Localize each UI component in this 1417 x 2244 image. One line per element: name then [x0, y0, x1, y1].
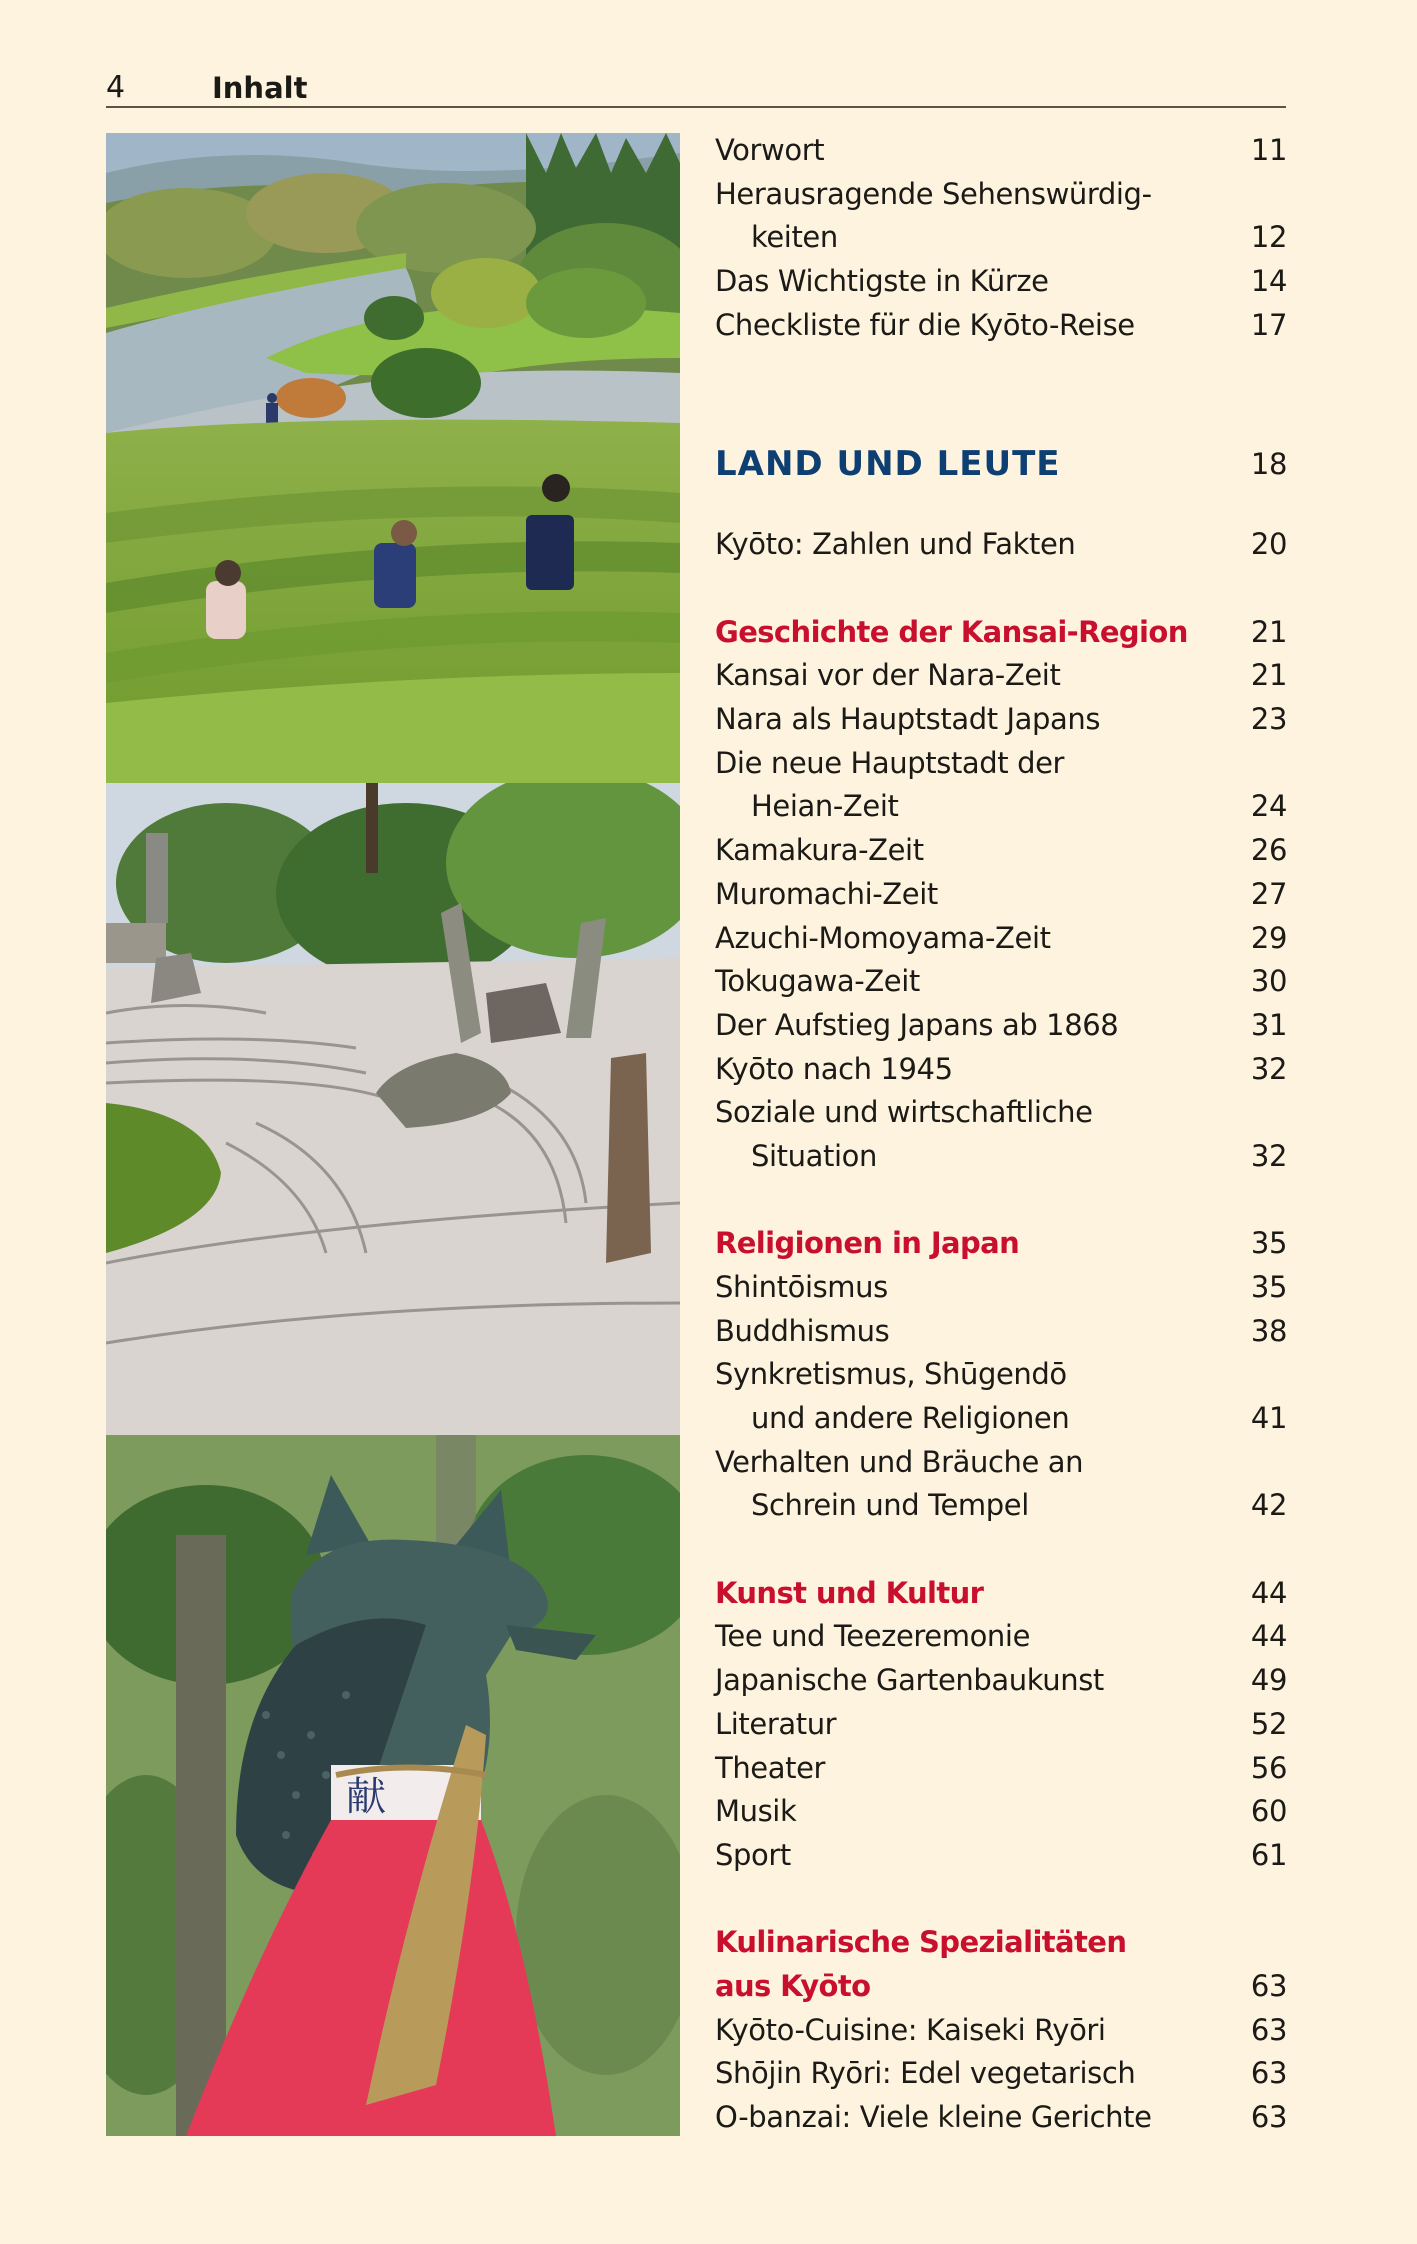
toc-entry-label: Soziale und wirtschaftliche — [715, 1095, 1093, 1129]
toc-entry-label: Herausragende Sehenswürdig- — [715, 177, 1152, 211]
toc-entry[interactable] — [715, 1003, 1287, 1047]
toc-entry-label: Verhalten und Bräuche an — [715, 1445, 1084, 1479]
toc-part-label: LAND UND LEUTE — [715, 444, 1061, 484]
toc-section-geschichte[interactable] — [715, 610, 1287, 654]
toc-entry-label: Heian-Zeit — [751, 789, 899, 823]
toc-entry-label: Der Aufstieg Japans ab 1868 — [715, 1008, 1119, 1042]
toc-entry[interactable] — [715, 1614, 1287, 1658]
toc-entry-page: 17 — [1250, 308, 1287, 342]
toc-entry-page: 21 — [1250, 658, 1287, 692]
toc-entry-label: Theater — [715, 1751, 826, 1785]
toc-section-label: Religionen in Japan — [715, 1226, 1020, 1260]
toc-entry[interactable] — [715, 1658, 1287, 1702]
toc-entry-sehenswuerdigkeiten-cont[interactable] — [715, 215, 1287, 259]
toc-entry[interactable] — [715, 1746, 1287, 1790]
toc-entry-page: 21 — [1250, 615, 1287, 649]
toc-entry-zahlen-fakten[interactable] — [715, 522, 1287, 566]
toc-entry-page: 35 — [1250, 1226, 1287, 1260]
toc-entry-page: 52 — [1250, 1707, 1287, 1741]
toc-entry-page: 32 — [1250, 1052, 1287, 1086]
toc-entry-page: 44 — [1250, 1619, 1287, 1653]
toc-entry-page: 31 — [1250, 1008, 1287, 1042]
toc-section-label: aus Kyōto — [715, 1969, 871, 2003]
toc-entry-label: Checkliste für die Kyōto-Reise — [715, 308, 1135, 342]
toc-entry-label: Musik — [715, 1794, 797, 1828]
toc-entry-label: Kyōto-Cuisine: Kaiseki Ryōri — [715, 2013, 1106, 2047]
toc-entry-label: Kyōto: Zahlen und Fakten — [715, 527, 1076, 561]
toc-entry-page: 30 — [1250, 964, 1287, 998]
toc-entry-page: 11 — [1250, 133, 1287, 167]
toc-section-label: Kunst und Kultur — [715, 1576, 984, 1610]
toc-entry[interactable] — [715, 1134, 1287, 1178]
header-divider — [106, 106, 1286, 108]
toc-entry-label: Tokugawa-Zeit — [715, 964, 920, 998]
toc-entry[interactable] — [715, 2095, 1287, 2139]
toc-entry[interactable] — [715, 1090, 1287, 1134]
toc-entry-page: 20 — [1250, 527, 1287, 561]
toc-entry-label: Japanische Gartenbaukunst — [715, 1663, 1104, 1697]
toc-section-label: Geschichte der Kansai-Region — [715, 615, 1188, 649]
toc-entry-label: Kyōto nach 1945 — [715, 1052, 953, 1086]
toc-entry[interactable] — [715, 1265, 1287, 1309]
toc-entry-page: 27 — [1250, 877, 1287, 911]
toc-entry-page: 29 — [1250, 921, 1287, 955]
toc-entry-label: und andere Religionen — [751, 1401, 1070, 1435]
toc-entry-label: Shintōismus — [715, 1270, 888, 1304]
toc-entry[interactable] — [715, 916, 1287, 960]
toc-entry[interactable] — [715, 1483, 1287, 1527]
toc-entry-page: 63 — [1250, 2013, 1287, 2047]
toc-entry[interactable] — [715, 653, 1287, 697]
toc-entry[interactable] — [715, 1789, 1287, 1833]
toc-entry-label: Azuchi-Momoyama-Zeit — [715, 921, 1051, 955]
toc-section-kulinarisch-cont[interactable] — [715, 1964, 1287, 2008]
toc-entry-label: keiten — [751, 220, 838, 254]
toc-entry[interactable] — [715, 2008, 1287, 2052]
toc-entry-page: 32 — [1250, 1139, 1287, 1173]
toc-entry-page: 49 — [1250, 1663, 1287, 1697]
toc-entry[interactable] — [715, 2051, 1287, 2095]
toc-entry-label: Kamakura-Zeit — [715, 833, 924, 867]
toc-entry-label: Literatur — [715, 1707, 837, 1741]
toc-entry[interactable] — [715, 1396, 1287, 1440]
toc-entry-page: 63 — [1250, 2056, 1287, 2090]
toc-section-religionen[interactable] — [715, 1221, 1287, 1265]
toc-entry-label: Synkretismus, Shūgendō — [715, 1357, 1067, 1391]
toc-entry[interactable] — [715, 1702, 1287, 1746]
toc-entry[interactable] — [715, 1833, 1287, 1877]
page-number: 4 — [106, 70, 126, 105]
toc-entry-page: 18 — [1250, 447, 1287, 481]
toc-entry-wichtigste[interactable] — [715, 259, 1287, 303]
toc-entry[interactable] — [715, 741, 1287, 785]
toc-entry-label: Sport — [715, 1838, 791, 1872]
toc-entry-page: 41 — [1250, 1401, 1287, 1435]
toc-section-label: Kulinarische Spezialitäten — [715, 1925, 1127, 1959]
toc-entry[interactable] — [715, 1352, 1287, 1396]
toc-entry-label: Situation — [751, 1139, 877, 1173]
toc-entry-page: 44 — [1250, 1576, 1287, 1610]
toc-entry[interactable] — [715, 828, 1287, 872]
toc-entry-label: Buddhismus — [715, 1314, 890, 1348]
toc-entry-page: 42 — [1250, 1488, 1287, 1522]
toc-section-kulinarisch[interactable] — [715, 1920, 1287, 1964]
page-title: Inhalt — [212, 71, 308, 105]
toc-part-land-und-leute[interactable] — [715, 436, 1287, 492]
toc-entry[interactable] — [715, 784, 1287, 828]
toc-entry-page: 61 — [1250, 1838, 1287, 1872]
toc-entry-page: 26 — [1250, 833, 1287, 867]
photo-stroll-garden — [106, 133, 680, 783]
toc-entry-label: Das Wichtigste in Kürze — [715, 264, 1049, 298]
toc-entry[interactable] — [715, 697, 1287, 741]
toc-entry-page: 63 — [1250, 1969, 1287, 2003]
toc-entry-page: 14 — [1250, 264, 1287, 298]
toc-entry[interactable] — [715, 1047, 1287, 1091]
toc-entry-page: 35 — [1250, 1270, 1287, 1304]
toc-entry-sehenswuerdigkeiten[interactable] — [715, 172, 1287, 216]
toc-entry-label: Kansai vor der Nara-Zeit — [715, 658, 1061, 692]
toc-entry-checkliste[interactable] — [715, 303, 1287, 347]
toc-entry-label: Muromachi-Zeit — [715, 877, 938, 911]
toc-entry-page: 63 — [1250, 2100, 1287, 2134]
toc-entry[interactable] — [715, 872, 1287, 916]
toc-entry[interactable] — [715, 959, 1287, 1003]
toc-entry-page: 23 — [1250, 702, 1287, 736]
photo-fox-statue — [106, 1435, 680, 2136]
toc-entry-page: 12 — [1250, 220, 1287, 254]
toc-entry[interactable] — [715, 1440, 1287, 1484]
toc-entry-page: 24 — [1250, 789, 1287, 823]
toc-entry-page: 60 — [1250, 1794, 1287, 1828]
photo-zen-garden — [106, 783, 680, 1435]
toc-entry-page: 56 — [1250, 1751, 1287, 1785]
toc-section-kunst-kultur[interactable] — [715, 1571, 1287, 1615]
toc-entry-label: Die neue Hauptstadt der — [715, 746, 1065, 780]
toc-entry-label: Schrein und Tempel — [751, 1488, 1029, 1522]
toc-entry[interactable] — [715, 1309, 1287, 1353]
toc-entry-label: Shōjin Ryōri: Edel vegetarisch — [715, 2056, 1136, 2090]
toc-entry-label: Tee und Teezeremonie — [715, 1619, 1031, 1653]
toc-entry-vorwort[interactable] — [715, 128, 1287, 172]
toc-entry-label: O-banzai: Viele kleine Gerichte — [715, 2100, 1152, 2134]
toc-entry-label: Nara als Hauptstadt Japans — [715, 702, 1101, 736]
toc-entry-label: Vorwort — [715, 133, 825, 167]
svg-text:献: 献 — [346, 1774, 386, 1820]
toc-entry-page: 38 — [1250, 1314, 1287, 1348]
